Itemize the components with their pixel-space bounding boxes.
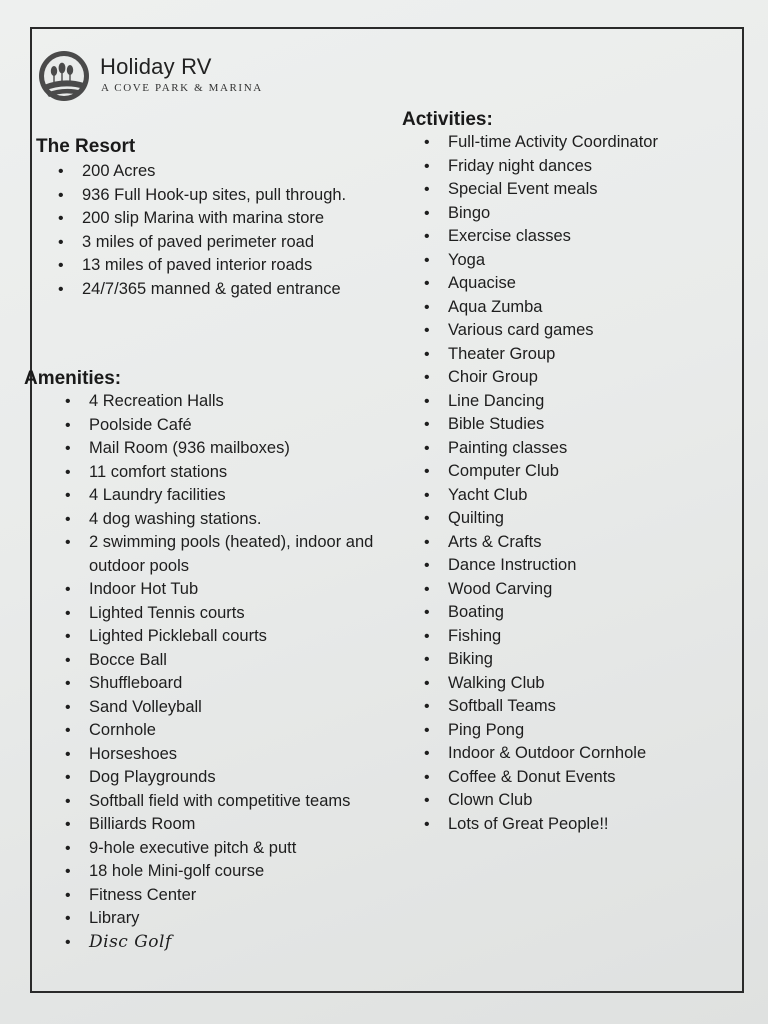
list-item: • 18 hole Mini-golf course [65,862,265,880]
list-item: • Full-time Activity Coordinator [424,133,658,151]
list-item: • Choir Group [424,368,538,386]
list-item: • Quilting [424,509,504,527]
list-item: • Lots of Great People!! [424,814,609,833]
list-item: • Dog Playgrounds [65,768,216,786]
list-item: • Cornhole [65,721,156,739]
list-item: • Dance Instruction [424,556,577,574]
list-item: • Sand Volleyball [65,697,202,716]
amenities-list [65,390,379,954]
activities-list [424,131,738,836]
list-item: • 3 miles of paved perimeter road [58,232,315,251]
list-item: • Exercise classes [424,227,571,245]
handwritten-list-item: • Disc Golf [65,931,172,952]
list-item: • 200 slip Marina with marina store [58,209,325,227]
list-item: • 24/7/365 manned & gated entrance [58,279,341,298]
list-item: • Lighted Pickleball courts [65,627,267,645]
list-item: • 936 Full Hook-up sites, pull through. [58,185,347,204]
list-item: • Fitness Center [65,885,197,904]
activities-heading: Activities: [402,109,493,130]
list-item: • Special Event meals [424,180,598,198]
list-item: • Billiards Room [65,815,196,833]
list-item: • Computer Club [424,462,559,480]
list-item: • 13 miles of paved interior roads [58,256,313,274]
list-item: • Indoor Hot Tub [65,580,199,598]
list-item: • Wood Carving [424,579,553,598]
list-item: • Ping Pong [424,720,525,739]
list-item: • 4 Recreation Halls [65,392,224,410]
list-item: • Bible Studies [424,415,545,433]
list-item: • Horseshoes [65,744,178,763]
list-item: • Bingo [424,203,491,222]
amenities-heading: Amenities: [24,368,122,389]
brand-subtitle: A COVE PARK & MARINA [101,82,263,94]
list-item: • 2 swimming pools (heated), indoor and outdoor pools [65,533,374,575]
resort-list [58,160,362,301]
list-item: • Aquacise [424,274,516,292]
resort-heading: The Resort [36,136,136,157]
list-item: • Indoor & Outdoor Cornhole [424,744,647,762]
brand-title: Holiday RV [100,54,212,79]
list-item: • Lighted Tennis courts [65,603,245,622]
rv-park-logo-icon [37,49,91,103]
list-item: • Clown Club [424,791,533,809]
list-item: • Yoga [424,250,486,269]
list-item: • Coffee & Donut Events [424,767,616,786]
list-item: • Arts & Crafts [424,532,542,551]
list-item: • 11 comfort stations [65,462,228,481]
handwritten-text: Disc Golf [89,931,172,952]
list-item: • Friday night dances [424,156,592,175]
list-item: • 200 Acres [58,162,156,180]
list-item: • 4 dog washing stations. [65,509,262,528]
list-item: • Biking [424,650,493,668]
list-item: • Yacht Club [424,485,528,504]
list-item: • Library [65,909,140,927]
list-item: • Walking Club [424,673,545,692]
list-item: • Aqua Zumba [424,297,543,316]
list-item: • Painting classes [424,438,568,457]
list-item: • Shuffleboard [65,674,183,692]
list-item: • 9-hole executive pitch & putt [65,838,297,857]
list-item: • 4 Laundry facilities [65,486,226,504]
list-item: • Softball Teams [424,697,556,715]
list-item: • Theater Group [424,344,556,363]
list-item: • Line Dancing [424,391,545,410]
list-item: • Softball field with competitive teams [65,791,351,810]
list-item: • Boating [424,603,504,621]
list-item: • Fishing [424,626,502,645]
list-item: • Various card games [424,321,594,339]
list-item: • Bocce Ball [65,650,167,669]
list-item: • Poolside Café [65,415,192,434]
list-item: • Mail Room (936 mailboxes) [65,439,290,457]
